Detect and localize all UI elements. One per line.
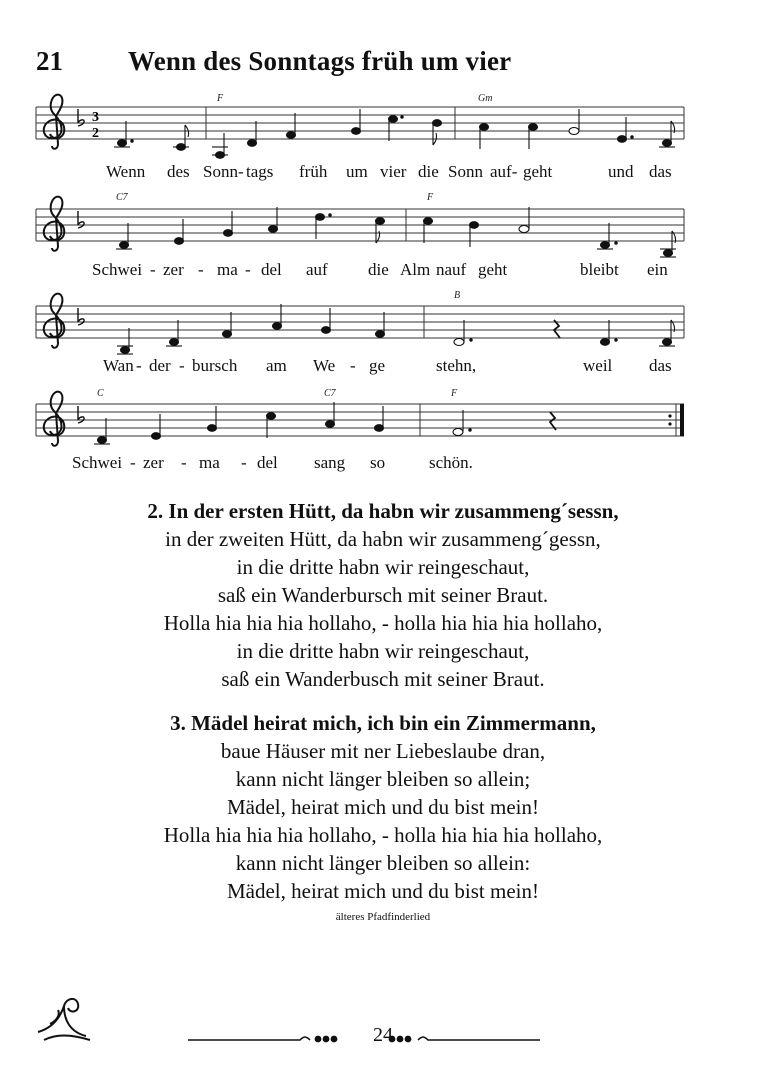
lyric-syllable: des bbox=[167, 162, 190, 181]
lyric-syllable: die bbox=[418, 162, 439, 181]
lyric-line bbox=[92, 260, 668, 279]
lyric-syllable: geht bbox=[478, 260, 508, 279]
lyric-syllable: Wan bbox=[103, 356, 134, 375]
song-source: älteres Pfadfinderlied bbox=[335, 911, 431, 923]
lyric-syllable: Schwei bbox=[72, 453, 123, 472]
final-barline bbox=[680, 404, 684, 436]
verse-line: saß ein Wanderbusch mit seiner Braut. bbox=[221, 667, 545, 691]
lyric-syllable: - bbox=[181, 453, 187, 472]
lyric-syllable: del bbox=[261, 260, 282, 279]
lyric-syllable: We bbox=[313, 356, 336, 375]
verse-3 bbox=[0, 709, 766, 905]
lyric-syllable: ein bbox=[647, 260, 668, 279]
verse-line: Mädel, heirat mich und du bist mein! bbox=[226, 879, 540, 903]
lyric-syllable: auf- bbox=[490, 162, 518, 181]
chord-symbol: F bbox=[217, 93, 224, 104]
lyric-syllable: tags bbox=[246, 162, 274, 181]
lyric-syllable: - bbox=[198, 260, 204, 279]
chord-symbol: C7 bbox=[116, 192, 128, 203]
sheet-music bbox=[0, 0, 766, 480]
lyric-syllable: Wenn bbox=[106, 162, 146, 181]
lyric-syllable: schön. bbox=[429, 453, 473, 472]
lyric-syllable: bleibt bbox=[580, 260, 619, 279]
chord-symbol: C7 bbox=[324, 388, 336, 399]
lyric-line bbox=[72, 453, 473, 472]
verse-line: Holla hia hia hia hollaho, - holla hia hia hia hollaho, bbox=[163, 611, 603, 635]
treble-clef-icon bbox=[44, 197, 65, 251]
verse-line: Holla hia hia hia hollaho, - holla hia hia hia hollaho, bbox=[163, 823, 603, 847]
verse-line: 2. In der ersten Hütt, da habn wir zusammeng´sessn, bbox=[147, 499, 619, 523]
treble-clef-icon bbox=[44, 392, 65, 446]
song-number: 21 bbox=[36, 46, 63, 76]
lyric-syllable: stehn, bbox=[436, 356, 477, 375]
verse-line: Mädel, heirat mich und du bist mein! bbox=[226, 795, 540, 819]
verse-line: kann nicht länger bleiben so allein: bbox=[235, 851, 531, 875]
lyric-syllable: Sonn- bbox=[203, 162, 244, 181]
lyric-syllable: - bbox=[136, 356, 142, 375]
lyric-syllable: - bbox=[130, 453, 136, 472]
system-2 bbox=[36, 192, 684, 279]
time-signature-bottom: 2 bbox=[92, 126, 99, 141]
lyric-syllable: ma bbox=[199, 453, 220, 472]
verse-line: 3. Mädel heirat mich, ich bin ein Zimmermann, bbox=[170, 711, 596, 735]
lyric-syllable: - bbox=[350, 356, 356, 375]
verse-line: saß ein Wanderbursch mit seiner Braut. bbox=[217, 583, 549, 607]
lyric-syllable: weil bbox=[583, 356, 613, 375]
chord-symbol: F bbox=[451, 388, 458, 399]
verse-line: kann nicht länger bleiben so allein; bbox=[235, 767, 531, 791]
time-signature-top: 3 bbox=[92, 110, 99, 125]
repeat-dot bbox=[668, 422, 671, 425]
lyric-syllable: - bbox=[241, 453, 247, 472]
lyric-syllable: - bbox=[150, 260, 156, 279]
lyric-line bbox=[103, 356, 672, 375]
lyric-syllable: das bbox=[649, 356, 672, 375]
lyric-syllable: geht bbox=[523, 162, 553, 181]
lyric-syllable: und bbox=[608, 162, 634, 181]
lyric-syllable: zer bbox=[143, 453, 164, 472]
chord-symbol: Gm bbox=[478, 93, 493, 104]
lyric-syllable: der bbox=[149, 356, 171, 375]
lyric-syllable: Alm bbox=[400, 260, 431, 279]
lyric-syllable: ge bbox=[369, 356, 386, 375]
chord-symbol: F bbox=[427, 192, 434, 203]
lyric-syllable: früh bbox=[299, 162, 328, 181]
treble-clef-icon bbox=[44, 95, 65, 149]
system-1 bbox=[36, 93, 684, 181]
page-number: 24 bbox=[373, 1024, 393, 1046]
system-3 bbox=[36, 290, 684, 375]
repeat-dot bbox=[668, 414, 671, 417]
lyric-syllable: bursch bbox=[192, 356, 238, 375]
lyric-syllable: del bbox=[257, 453, 278, 472]
lyric-syllable: so bbox=[370, 453, 386, 472]
lyric-syllable: - bbox=[245, 260, 251, 279]
lyric-syllable: das bbox=[649, 162, 672, 181]
verse-2 bbox=[0, 497, 766, 693]
lyric-syllable: - bbox=[179, 356, 185, 375]
lyric-syllable: sang bbox=[314, 453, 346, 472]
lyric-syllable: um bbox=[346, 162, 368, 181]
lyric-syllable: Schwei bbox=[92, 260, 143, 279]
lyric-syllable: ma bbox=[217, 260, 238, 279]
lyric-syllable: zer bbox=[163, 260, 184, 279]
system-4 bbox=[36, 388, 684, 472]
lyric-syllable: am bbox=[266, 356, 287, 375]
verse-line: baue Häuser mit ner Liebeslaube dran, bbox=[220, 739, 546, 763]
lyric-syllable: vier bbox=[380, 162, 407, 181]
lyric-line bbox=[106, 162, 672, 181]
lyric-syllable: die bbox=[368, 260, 389, 279]
verse-line: in die dritte habn wir reingeschaut, bbox=[236, 555, 530, 579]
chord-symbol: C bbox=[97, 388, 104, 399]
verse-line: in der zweiten Hütt, da habn wir zusammeng´gessn, bbox=[165, 527, 601, 551]
chord-symbol: B bbox=[454, 290, 461, 301]
song-title: Wenn des Sonntags früh um vier bbox=[128, 46, 512, 76]
verse-line: in die dritte habn wir reingeschaut, bbox=[236, 639, 530, 663]
lyric-syllable: Sonn bbox=[448, 162, 483, 181]
lyric-syllable: nauf bbox=[436, 260, 467, 279]
lyric-syllable: auf bbox=[306, 260, 328, 279]
treble-clef-icon bbox=[44, 294, 65, 348]
